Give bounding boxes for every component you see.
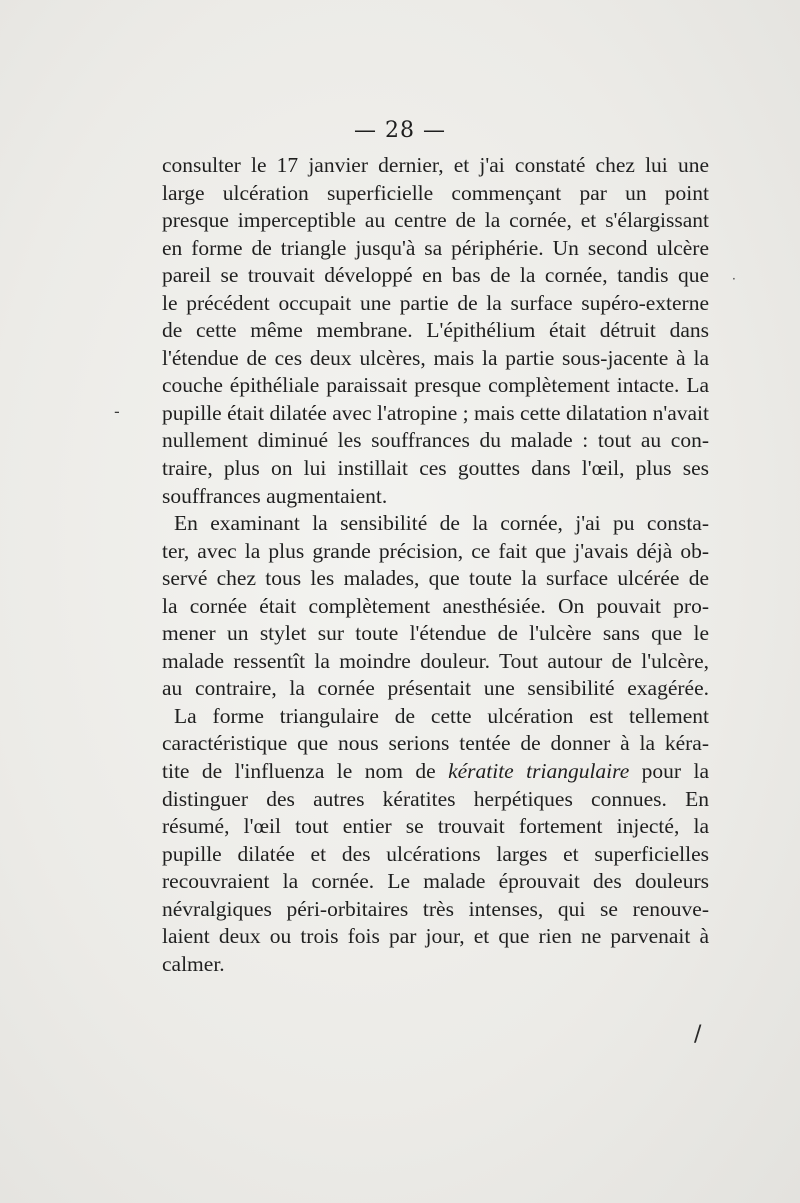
text-line: la cornée était complètement anesthésiée. On pouvait pro-	[162, 593, 709, 618]
text-line: au contraire, la cornée présentait une sensibilité exagérée.	[162, 676, 709, 701]
text-line: névralgiques péri-orbitaires très intenses, qui se renouve-	[162, 896, 709, 921]
text-line: presque imperceptible au centre de la cornée, et s'élargissant	[162, 208, 709, 233]
text-line: large ulcération superficielle commençant par un point	[162, 180, 709, 205]
text-fragment: pour la	[641, 759, 709, 784]
text-line: La forme triangulaire de cette ulcération est tellement	[174, 703, 709, 728]
text-line: calmer.	[162, 951, 225, 976]
text-line: servé chez tous les malades, que toute la surface ulcérée de	[162, 566, 709, 591]
text-line: recouvraient la cornée. Le malade éprouvait des douleurs	[162, 869, 709, 894]
text-line: ter, avec la plus grande précision, ce fait que j'avais déjà ob-	[162, 538, 709, 563]
text-line: En examinant la sensibilité de la cornée, j'ai pu consta-	[174, 511, 709, 536]
text-line: distinguer des autres kératites herpétiques connues. En	[162, 786, 709, 811]
text-line: caractéristique que nous serions tentée de donner à la kéra-	[162, 731, 709, 756]
body-text	[162, 152, 709, 978]
italic-term: kératite triangulaire	[448, 759, 630, 784]
text-line: pareil se trouvait développé en bas de la cornée, tandis que	[162, 263, 709, 288]
text-line: en forme de triangle jusqu'à sa périphérie. Un second ulcère	[162, 235, 709, 260]
pencil-mark: /	[694, 1022, 702, 1047]
text-line: le précédent occupait une partie de la surface supéro-externe	[162, 290, 709, 315]
margin-mark: ·	[732, 272, 736, 286]
text-line: nullement diminué les souffrances du malade : tout au con-	[162, 428, 709, 453]
text-line: consulter le 17 janvier dernier, et j'ai constaté chez lui une	[162, 153, 709, 177]
text-line: laient deux ou trois fois par jour, et que rien ne parvenait à	[162, 924, 709, 949]
text-line: de cette même membrane. L'épithélium était détruit dans	[162, 318, 709, 343]
text-line: l'étendue de ces deux ulcères, mais la partie sous-jacente à la	[162, 345, 709, 370]
text-line: malade ressentît la moindre douleur. Tout autour de l'ulcère,	[162, 648, 709, 673]
text-line: souffrances augmentaient.	[162, 483, 388, 508]
text-line: résumé, l'œil tout entier se trouvait fortement injecté, la	[162, 814, 709, 839]
margin-mark: ‑	[114, 402, 120, 421]
text-fragment: tite de l'influenza le nom de	[162, 759, 436, 784]
text-line-with-italic	[162, 758, 709, 786]
text-line: pupille dilatée et des ulcérations larges et superficielles	[162, 841, 709, 866]
text-line: couche épithéliale paraissait presque complètement intacte. La	[162, 373, 709, 398]
text-line: traire, plus on lui instillait ces gouttes dans l'œil, plus ses	[162, 456, 709, 481]
page-number: — 28 —	[354, 118, 446, 143]
text-line: mener un stylet sur toute l'étendue de l'ulcère sans que le	[162, 621, 709, 646]
text-line: pupille était dilatée avec l'atropine ; mais cette dilatation n'avait	[162, 400, 709, 425]
